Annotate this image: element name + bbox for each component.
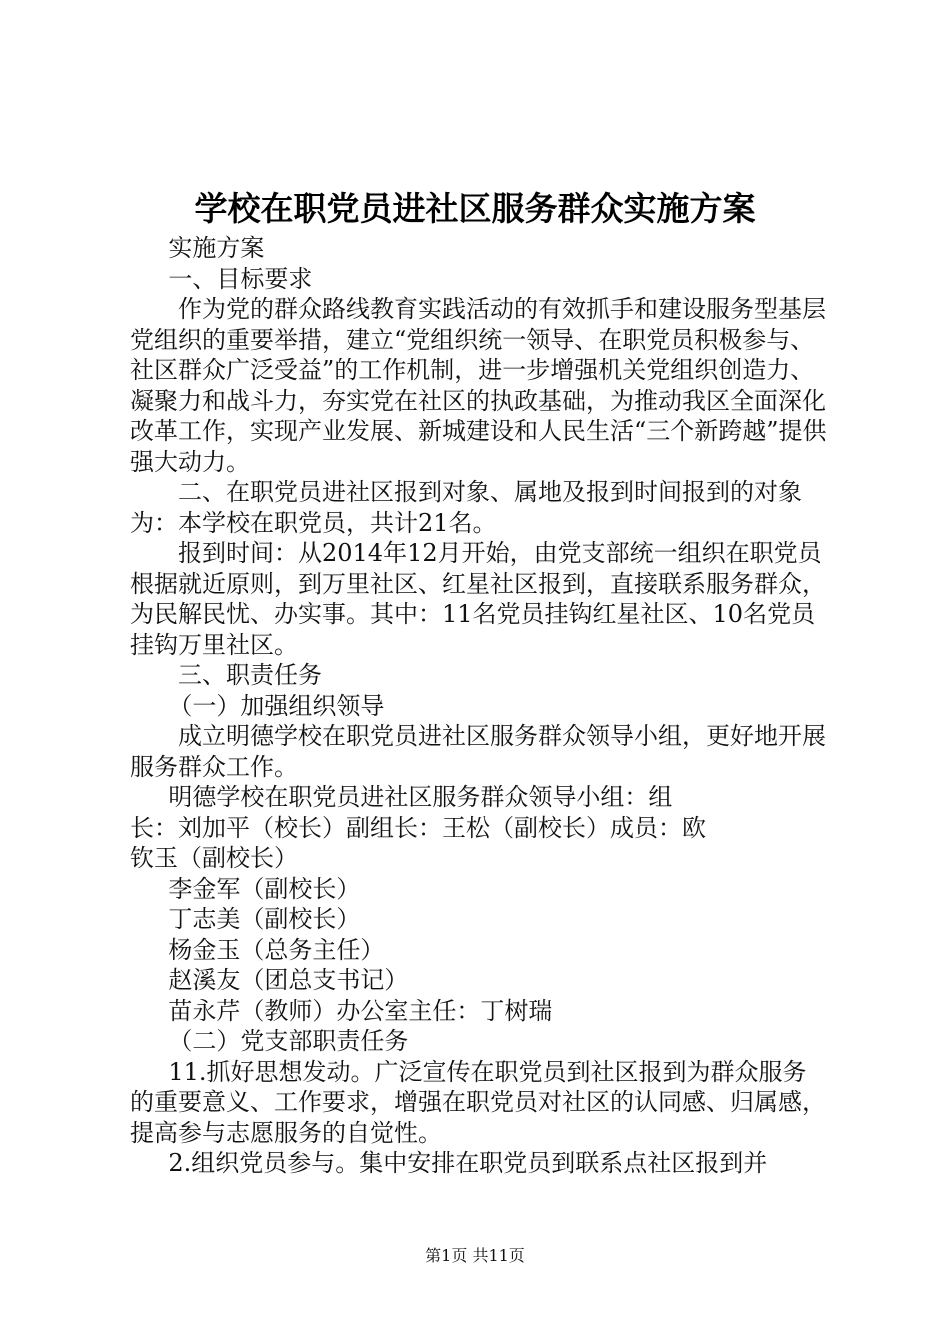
- heading-goals: 一、目标要求: [168, 264, 313, 293]
- member-line: 丁志美（副校长）: [168, 905, 361, 933]
- document-body: [130, 233, 830, 1179]
- paragraph-goals: 作为党的群众路线教育实践活动的有效抓手和建设服务型基层党组织的重要举措，建立“党组织统一领导、在职党员积极参与、社区群众广泛受益”的工作机制，进一步增强机关党组织创造力、凝聚力和战斗力，夯实党在社区的执政基础，为推动我区全面深化改革工作，实现产业发展、新城建设和人民生活“三个新跨越”提供强大动力。: [130, 295, 827, 476]
- heading-duties: 三、职责任务: [178, 661, 322, 689]
- paragraph-group-members: 明德学校在职党员进社区服务群众领导小组：组长：刘加平（校长）副组长：王松（副校长）成员：欧钦玉（副校长）: [130, 783, 706, 872]
- document-title: 学校在职党员进社区服务群众实施方案: [194, 189, 756, 228]
- paragraph-duty-2: 2.组织党员参与。集中安排在职党员到联系点社区报到并: [168, 1149, 768, 1177]
- member-line: 赵溪友（团总支书记）: [168, 966, 409, 994]
- member-line: 李金军（副校长）: [168, 874, 361, 903]
- page-footer: 第1页 共11页: [425, 1246, 525, 1265]
- member-line: 苗永芹（教师）办公室主任：丁树瑞: [168, 996, 553, 1025]
- heading-organization: （一）加强组织领导: [168, 691, 385, 720]
- paragraph-report-targets: 二、在职党员进社区报到对象、属地及报到时间报到的对象为：本学校在职党员，共计21名。: [130, 478, 802, 537]
- heading-branch-duties: （二）党支部职责任务: [168, 1027, 409, 1055]
- member-line: 杨金玉（总务主任）: [168, 935, 385, 964]
- paragraph-report-time: 报到时间：从2014年12月开始，由党支部统一组织在职党员根据就近原则，到万里社区、红星社区报到，直接联系服务群众，为民解民忧、办实事。其中：11名党员挂钩红星社区、10名党员挂钩万里社区。: [130, 539, 826, 659]
- paragraph-leading-group: 成立明德学校在职党员进社区服务群众领导小组，更好地开展服务群众工作。: [130, 722, 826, 781]
- paragraph-duty-1: 11.抓好思想发动。广泛宣传在职党员到社区报到为群众服务的重要意义、工作要求，增强在职党员对社区的认同感、归属感，提高参与志愿服务的自觉性。: [130, 1057, 826, 1147]
- paragraph-plan-label: 实施方案: [168, 234, 265, 262]
